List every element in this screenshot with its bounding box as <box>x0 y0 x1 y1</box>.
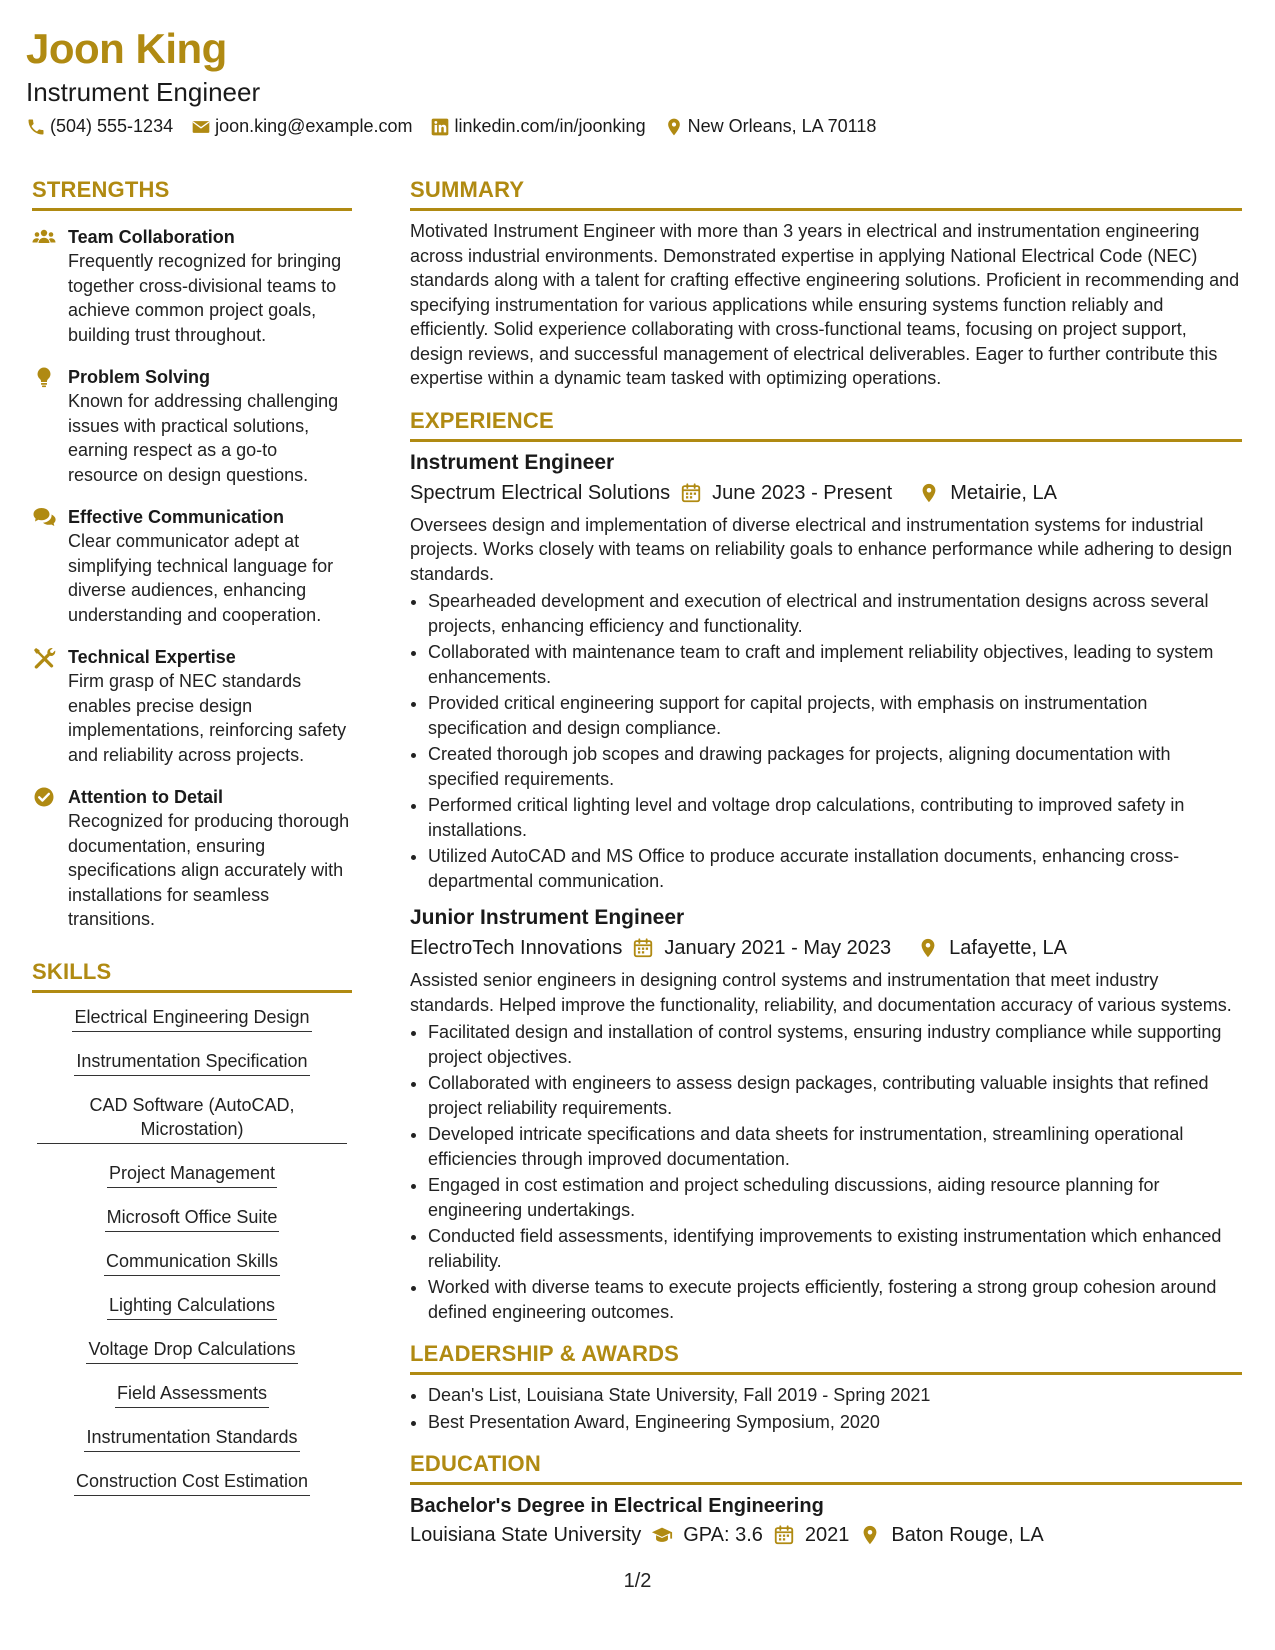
map-pin-icon <box>859 1524 881 1546</box>
phone-text: (504) 555-1234 <box>50 116 174 136</box>
strength-desc: Firm grasp of NEC standards enables precise design implementations, reinforcing safety and reliability across projects. <box>68 671 347 765</box>
users-icon <box>32 225 56 249</box>
strength-title: Effective Communication <box>68 507 285 527</box>
graduation-year: 2021 <box>804 1524 850 1546</box>
summary-text: Motivated Instrument Engineer with more than 3 years in electrical and instrumentation engineering across industrial environments. Demonstrated expertise in applying National Electrical Code (NEC) standards along with a talent for crafting effective engineering solutions. Proficient in recommending and specifying instrumentation for various applications while ensuring systems function reliably and efficiently. Solid experience collaborating with cross-functional teams, focusing on project support, design reviews, and successful management of electrical deliverables. Eager to further contribute this expertise within a dynamic team tasked with optimizing operations. <box>410 221 1240 388</box>
list-item: • Developed intricate specifications and data sheets for instrumentation, streamlining operational efficiencies through improved documentation. <box>428 1122 1242 1171</box>
job-title: Junior Instrument Engineer <box>410 906 685 929</box>
linkedin-text[interactable]: linkedin.com/in/joonking <box>454 116 646 136</box>
strength-item <box>32 365 352 487</box>
location-text: New Orleans, LA 70118 <box>687 116 877 136</box>
strength-desc: Frequently recognized for bringing together cross-divisional teams to achieve common project goals, building trust throughout. <box>68 251 342 345</box>
awards-list <box>410 1383 1242 1434</box>
candidate-role: Instrument Engineer <box>26 77 261 107</box>
strengths-list <box>32 225 352 932</box>
list-item: • Collaborated with maintenance team to craft and implement reliability objectives, leading to system enhancements. <box>428 640 1242 689</box>
right-column <box>410 176 1242 1555</box>
strength-title: Attention to Detail <box>68 787 223 807</box>
skill-item: Lighting Calculations <box>107 1293 277 1320</box>
job-meta <box>410 934 1242 962</box>
calendar-icon <box>773 1524 795 1546</box>
tools-icon <box>32 645 56 669</box>
contact-linkedin[interactable] <box>430 116 645 137</box>
contact-bar <box>26 116 1245 137</box>
strength-item <box>32 785 352 932</box>
skills-heading: SKILLS <box>32 958 352 993</box>
job-dates: June 2023 - Present <box>712 481 893 504</box>
resume-header <box>26 24 1245 137</box>
gpa-text: GPA: 3.6 <box>683 1524 763 1546</box>
list-item: • Worked with diverse teams to execute projects efficiently, fostering a strong group cohesion around defined engineering outcomes. <box>428 1275 1242 1324</box>
job-company: ElectroTech Innovations <box>410 937 623 959</box>
skill-item: Construction Cost Estimation <box>74 1469 310 1496</box>
contact-email[interactable] <box>191 116 412 137</box>
strength-title: Team Collaboration <box>68 227 235 247</box>
page-number: 1/2 <box>623 1570 652 1592</box>
skill-item: Microsoft Office Suite <box>105 1205 280 1232</box>
skill-item: Communication Skills <box>104 1249 280 1276</box>
job-entry <box>410 450 1242 894</box>
skill-item: Instrumentation Standards <box>84 1425 299 1452</box>
skill-item: CAD Software (AutoCAD, Microstation) <box>37 1093 347 1144</box>
education-location: Baton Rouge, LA <box>891 1524 1044 1546</box>
list-item: • Engaged in cost estimation and project scheduling discussions, aiding resource planning for engineering undertakings. <box>428 1173 1242 1222</box>
job-location: Lafayette, LA <box>949 937 1068 959</box>
list-item: • Provided critical engineering support for capital projects, with emphasis on instrumentation specification and design compliance. <box>428 691 1242 740</box>
check-circle-icon <box>32 785 56 809</box>
strength-desc: Clear communicator adept at simplifying technical language for diverse audiences, enhancing understanding and cooperation. <box>68 531 334 625</box>
lightbulb-icon <box>32 365 56 389</box>
school-name: Louisiana State University <box>410 1524 642 1546</box>
skill-item: Project Management <box>107 1161 277 1188</box>
list-item: • Performed critical lighting level and voltage drop calculations, contributing to improved safety in installations. <box>428 793 1242 842</box>
left-column <box>32 176 352 1513</box>
strength-item <box>32 645 352 767</box>
strength-item <box>32 505 352 627</box>
skill-item: Field Assessments <box>115 1381 269 1408</box>
list-item: • Facilitated design and installation of control systems, ensuring industry compliance while supporting project objectives. <box>428 1020 1242 1069</box>
skill-item: Instrumentation Specification <box>74 1049 309 1076</box>
strength-item <box>32 225 352 347</box>
skill-item: Electrical Engineering Design <box>72 1005 311 1032</box>
envelope-icon <box>191 117 211 137</box>
list-item: • Created thorough job scopes and drawing packages for projects, aligning documentation with specified requirements. <box>428 742 1242 791</box>
strength-title: Problem Solving <box>68 367 211 387</box>
job-company: Spectrum Electrical Solutions <box>410 481 671 504</box>
comments-icon <box>32 505 56 529</box>
experience-heading: EXPERIENCE <box>410 407 1242 442</box>
candidate-name: Joon King <box>26 25 227 72</box>
job-dates: January 2021 - May 2023 <box>664 937 892 959</box>
contact-phone <box>26 116 173 137</box>
job-title: Instrument Engineer <box>410 450 615 474</box>
list-item: • Conducted field assessments, identifying improvements to existing instrumentation which enhanced reliability. <box>428 1224 1242 1273</box>
education-meta <box>410 1521 1242 1549</box>
list-item: • Utilized AutoCAD and MS Office to produce accurate installation documents, enhancing cross-departmental communication. <box>428 844 1242 893</box>
awards-heading: LEADERSHIP & AWARDS <box>410 1340 1242 1375</box>
graduation-cap-icon <box>651 1524 673 1546</box>
calendar-icon <box>680 482 702 504</box>
list-item: • Best Presentation Award, Engineering Symposium, 2020 <box>428 1410 1242 1435</box>
map-pin-icon <box>664 117 684 137</box>
summary-heading: SUMMARY <box>410 176 1242 211</box>
phone-icon <box>26 117 46 137</box>
email-text[interactable]: joon.king@example.com <box>215 116 413 136</box>
list-item: • Dean's List, Louisiana State University, Fall 2019 - Spring 2021 <box>428 1383 1242 1408</box>
job-meta <box>410 479 1242 507</box>
map-pin-icon <box>918 482 940 504</box>
job-location: Metairie, LA <box>950 481 1057 504</box>
job-description: Assisted senior engineers in designing control systems and instrumentation that meet industry standards. Helped improve the functionality, reliability, and documentation accuracy of various systems. <box>410 970 1232 1015</box>
contact-location <box>664 116 877 137</box>
skills-list <box>32 1005 352 1513</box>
calendar-icon <box>632 937 654 959</box>
education-heading: EDUCATION <box>410 1450 1242 1485</box>
strength-desc: Recognized for producing thorough documentation, ensuring specifications align accurately with installations for seamless transitions. <box>68 811 350 929</box>
skill-item: Voltage Drop Calculations <box>86 1337 297 1364</box>
job-bullets <box>410 589 1242 893</box>
linkedin-icon <box>430 117 450 137</box>
strengths-heading: STRENGTHS <box>32 176 352 211</box>
job-entry <box>410 905 1242 1324</box>
list-item: • Collaborated with engineers to assess design packages, contributing valuable insights that refined project reliability requirements. <box>428 1071 1242 1120</box>
job-bullets <box>410 1020 1242 1324</box>
job-description: Oversees design and implementation of diverse electrical and instrumentation systems for industrial projects. Works closely with teams on reliability goals to enhance performance while adhering to design standards. <box>410 514 1233 584</box>
strength-desc: Known for addressing challenging issues with practical solutions, earning respect as a go-to resource on design questions. <box>68 391 339 485</box>
strength-title: Technical Expertise <box>68 647 236 667</box>
degree-title: Bachelor's Degree in Electrical Engineering <box>410 1495 824 1517</box>
map-pin-icon <box>917 937 939 959</box>
list-item: • Spearheaded development and execution of electrical and instrumentation designs across several projects, enhancing efficiency and functionality. <box>428 589 1242 638</box>
